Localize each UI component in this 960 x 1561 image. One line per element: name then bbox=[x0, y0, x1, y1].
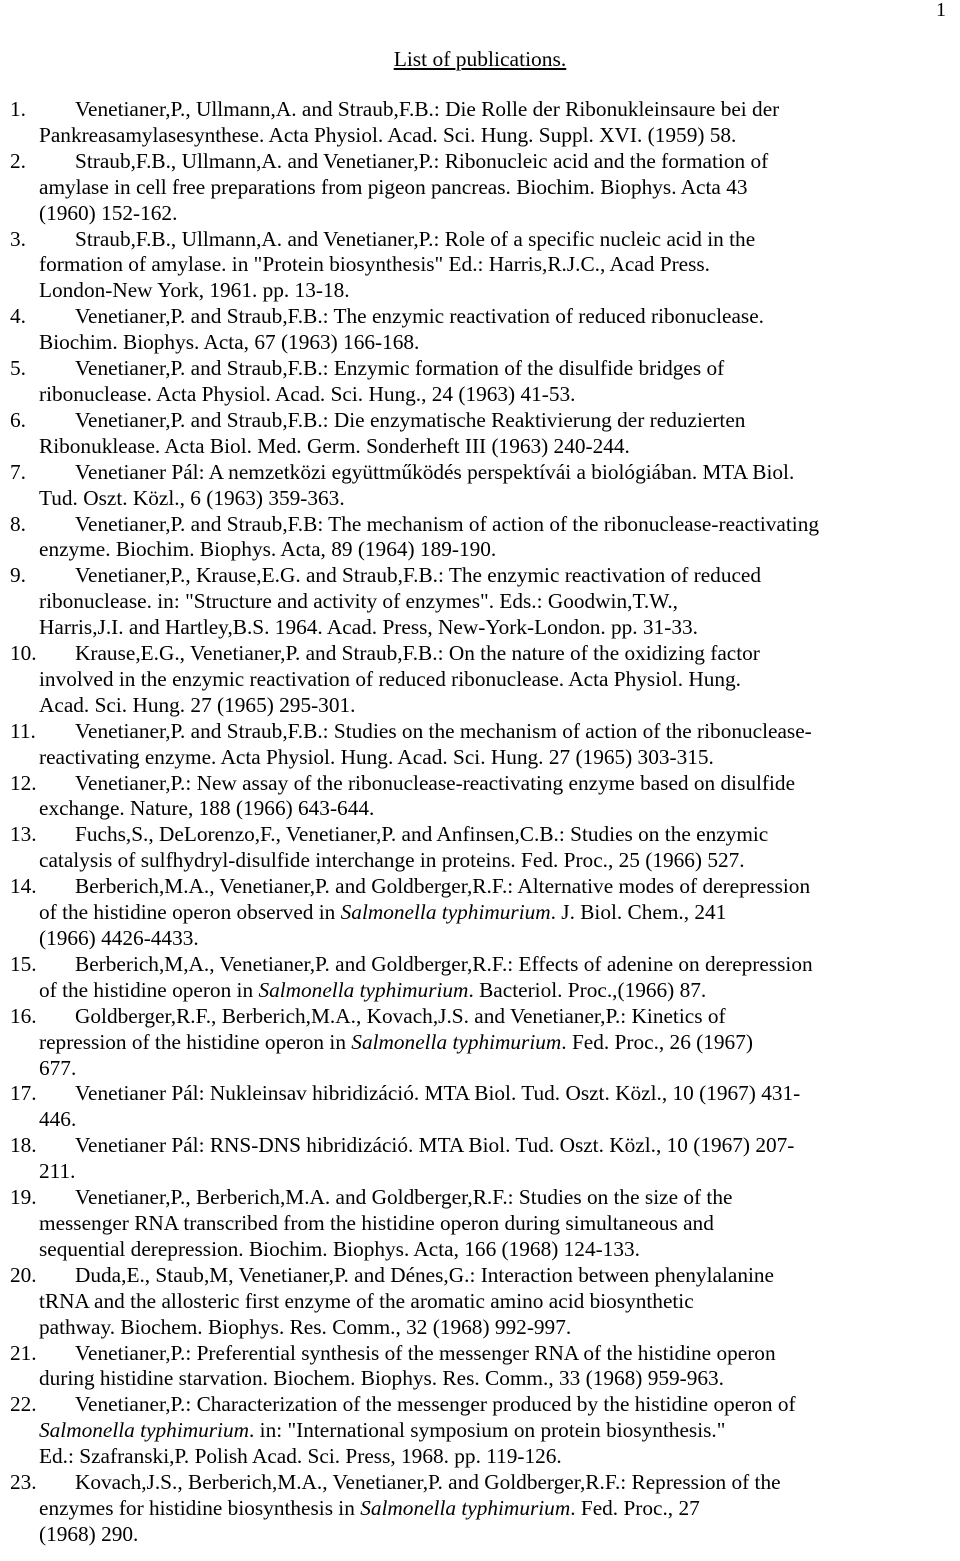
publication-item bbox=[10, 822, 955, 874]
page-title-text: List of publications. bbox=[393, 47, 567, 71]
citation-segment: . Fed. Proc., 27 (1968) 290. bbox=[39, 1495, 700, 1546]
page-number: 1 bbox=[936, 0, 946, 21]
publication-item bbox=[10, 1392, 955, 1470]
citation-segment: Kovach,J.S., Berberich,M.A., Venetianer,P. and Goldberger,R.F.: Repression of the enzymes for histidine biosynthesis in bbox=[39, 1470, 781, 1520]
publication-number: 19. bbox=[10, 1185, 37, 1210]
publication-text bbox=[39, 408, 955, 460]
publication-item bbox=[10, 952, 955, 1004]
publication-item bbox=[10, 227, 955, 305]
citation-segment: Berberich,M.A., Venetianer,P. and Goldberger,R.F.: Alternative modes of derepression of the histidine operon observed in bbox=[39, 874, 811, 925]
publication-text bbox=[39, 822, 955, 874]
citation-segment: Venetianer,P.: Preferential synthesis of the messenger RNA of the histidine operon during histidine starvation. Biochem. Biophys. Res. Comm., 33 (1968) 959-963. bbox=[39, 1340, 776, 1391]
publication-item bbox=[10, 460, 955, 512]
publication-number: 18. bbox=[10, 1133, 37, 1158]
publication-number: 22. bbox=[10, 1392, 37, 1417]
publication-number: 15. bbox=[10, 951, 37, 976]
publication-text bbox=[39, 460, 955, 512]
publication-text bbox=[39, 1185, 955, 1263]
publication-item bbox=[10, 771, 955, 823]
species-name: Salmonella typhimurium bbox=[340, 900, 551, 925]
citation-segment: Venetianer Pál: RNS-DNS hibridizáció. MTA Biol. Tud. Oszt. Közl., 10 (1967) 207- 211. bbox=[39, 1133, 795, 1184]
publication-text bbox=[39, 874, 955, 952]
publication-number: 4. bbox=[10, 304, 26, 329]
publication-item bbox=[10, 563, 955, 641]
citation-segment: . in: "International symposium on protein biosynthesis." Ed.: Szafranski,P. Polish Acad. Sci. Press, 1968. pp. 119-126. bbox=[39, 1418, 726, 1469]
publication-text bbox=[39, 97, 955, 149]
publication-text bbox=[39, 1081, 955, 1133]
species-name: Salmonella typhimurium bbox=[360, 1495, 571, 1520]
citation-segment: Venetianer,P. and Straub,F.B: The mechanism of action of the ribonuclease-reactivating enzyme. Biochim. Biophys. Acta, 89 (1964) 189-190. bbox=[39, 511, 819, 562]
page-title bbox=[0, 44, 960, 74]
publication-text bbox=[39, 1004, 955, 1082]
publication-number: 6. bbox=[10, 407, 26, 432]
publication-number: 3. bbox=[10, 226, 26, 251]
publication-item bbox=[10, 356, 955, 408]
publication-number: 5. bbox=[10, 356, 26, 381]
citation-segment: Fuchs,S., DeLorenzo,F., Venetianer,P. and Anfinsen,C.B.: Studies on the enzymic catalysis of sulfhydryl-disulfide interchange in proteins. Fed. Proc., 25 (1966) 527. bbox=[39, 822, 769, 873]
publication-text bbox=[39, 149, 955, 227]
species-name: Salmonella typhimurium bbox=[39, 1418, 249, 1443]
citation-segment: Krause,E.G., Venetianer,P. and Straub,F.B.: On the nature of the oxidizing factor involved in the enzymic reactivation of reduced ribonuclease. Acta Physiol. Hung. Acad. Sci. Hung. 27 (1965) 295-301. bbox=[39, 641, 760, 717]
citation-segment: . J. Biol. Chem., 241 (1966) 4426-4433. bbox=[39, 900, 727, 950]
publication-text bbox=[39, 227, 955, 305]
publication-item bbox=[10, 1081, 955, 1133]
publication-item bbox=[10, 1341, 955, 1393]
publication-text bbox=[39, 1263, 955, 1341]
publication-item bbox=[10, 512, 955, 564]
citation-segment: Venetianer,P., Ullmann,A. and Straub,F.B.: Die Rolle der Ribonukleinsaure bei der Pankreasamylasesynthese. Acta Physiol. Acad. Sci. Hung. Suppl. XVI. (1959) 58. bbox=[39, 97, 780, 147]
citation-segment: Venetianer,P., Berberich,M.A. and Goldberger,R.F.: Studies on the size of the messenger RNA transcribed from the histidine operon during simultaneous and sequential derepression. Biochim. Biophys. Acta, 166 (1968) 124-133. bbox=[39, 1185, 733, 1261]
publication-number: 12. bbox=[10, 770, 37, 795]
citation-segment: Straub,F.B., Ullmann,A. and Venetianer,P.: Role of a specific nucleic acid in the formation of amylase. in "Protein biosynthesis" Ed.: Harris,R.J.C., Acad Press. London-New York, 1961. pp. 13-18. bbox=[39, 226, 756, 303]
citation-segment: Venetianer,P., Krause,E.G. and Straub,F.B.: The enzymic reactivation of reduced ribonuclease. in: "Structure and activity of enzymes". Eds.: Goodwin,T.W., Harris,J.I. and Hartley,B.S. 1964. Acad. Press, New-York-London. pp. 31-33. bbox=[39, 563, 762, 640]
publication-item bbox=[10, 719, 955, 771]
citation-segment: Goldberger,R.F., Berberich,M.A., Kovach,J.S. and Venetianer,P.: Kinetics of repression of the histidine operon in bbox=[39, 1003, 726, 1054]
publication-number: 14. bbox=[10, 874, 37, 899]
citation-segment: Straub,F.B., Ullmann,A. and Venetianer,P.: Ribonucleic acid and the formation of amylase in cell free preparations from pigeon pancreas. Biochim. Biophys. Acta 43 (1960) 152-162. bbox=[39, 148, 769, 225]
publication-item bbox=[10, 1263, 955, 1341]
publication-item bbox=[10, 408, 955, 460]
publication-number: 23. bbox=[10, 1470, 37, 1495]
publication-number: 8. bbox=[10, 511, 26, 536]
publication-item bbox=[10, 874, 955, 952]
publication-item bbox=[10, 1133, 955, 1185]
publication-text bbox=[39, 1341, 955, 1393]
publication-text bbox=[39, 719, 955, 771]
citation-segment: . Bacteriol. Proc.,(1966) 87. bbox=[468, 977, 707, 1002]
publication-number: 1. bbox=[10, 97, 26, 121]
publication-text bbox=[39, 952, 955, 1004]
publication-item bbox=[10, 149, 955, 227]
publication-number: 16. bbox=[10, 1003, 37, 1028]
citation-segment: Duda,E., Staub,M, Venetianer,P. and Dénes,G.: Interaction between phenylalanine tRNA and the allosteric first enzyme of the aromatic amino acid biosynthetic pathway. Biochem. Biophys. Res. Comm., 32 (1968) 992-997. bbox=[39, 1262, 774, 1339]
publication-number: 13. bbox=[10, 822, 37, 847]
citation-segment: Berberich,M,A., Venetianer,P. and Goldberger,R.F.: Effects of adenine on derepression of the histidine operon in bbox=[39, 951, 813, 1002]
citation-segment: Venetianer,P. and Straub,F.B.: Enzymic formation of the disulfide bridges of ribonuclease. Acta Physiol. Acad. Sci. Hung., 24 (1963) 41-53. bbox=[39, 356, 725, 406]
citation-segment: Venetianer,P.: Characterization of the messenger produced by the histidine operon of bbox=[75, 1392, 796, 1417]
publication-number: 2. bbox=[10, 148, 26, 173]
publication-text bbox=[39, 1392, 955, 1470]
publication-text bbox=[39, 1470, 955, 1548]
publication-number: 11. bbox=[10, 718, 36, 743]
publication-item bbox=[10, 1185, 955, 1263]
publication-text bbox=[39, 304, 955, 356]
citation-segment: . Fed. Proc., 26 (1967) 677. bbox=[39, 1029, 753, 1080]
publication-item bbox=[10, 1470, 955, 1548]
citation-segment: Venetianer,P.: New assay of the ribonuclease-reactivating enzyme based on disulfide exchange. Nature, 188 (1966) 643-644. bbox=[39, 770, 796, 821]
publication-text bbox=[39, 563, 955, 641]
publication-text bbox=[39, 1133, 955, 1185]
publication-text bbox=[39, 771, 955, 823]
publication-text bbox=[39, 512, 955, 564]
publication-number: 21. bbox=[10, 1340, 37, 1365]
citation-segment: Venetianer,P. and Straub,F.B.: Studies on the mechanism of action of the ribonuclease- reactivating enzyme. Acta Physiol. Hung. Acad. Sci. Hung. 27 (1965) 303-315. bbox=[39, 718, 812, 769]
publication-text bbox=[39, 641, 955, 719]
publication-number: 7. bbox=[10, 459, 26, 484]
species-name: Salmonella typhimurium bbox=[258, 977, 469, 1002]
citation-segment: Venetianer Pál: A nemzetközi együttműködés perspektívái a biológiában. MTA Biol. Tud. Oszt. Közl., 6 (1963) 359-363. bbox=[39, 459, 795, 510]
publication-item bbox=[10, 304, 955, 356]
publication-number: 10. bbox=[10, 641, 37, 666]
species-name: Salmonella typhimurium bbox=[351, 1029, 562, 1054]
publication-item bbox=[10, 97, 955, 149]
publication-number: 9. bbox=[10, 563, 26, 588]
publication-item bbox=[10, 1004, 955, 1082]
publication-number: 20. bbox=[10, 1262, 37, 1287]
citation-segment: Venetianer,P. and Straub,F.B.: The enzymic reactivation of reduced ribonuclease. Biochim. Biophys. Acta, 67 (1963) 166-168. bbox=[39, 304, 764, 355]
publication-list bbox=[10, 97, 955, 1548]
citation-segment: Venetianer Pál: Nukleinsav hibridizáció. MTA Biol. Tud. Oszt. Közl., 10 (1967) 431- 446. bbox=[39, 1081, 801, 1132]
publication-item bbox=[10, 641, 955, 719]
publication-number: 17. bbox=[10, 1081, 37, 1106]
publication-text bbox=[39, 356, 955, 408]
citation-segment: Venetianer,P. and Straub,F.B.: Die enzymatische Reaktivierung der reduzierten Ribonuklease. Acta Biol. Med. Germ. Sonderheft III (1963) 240-244. bbox=[39, 407, 746, 458]
